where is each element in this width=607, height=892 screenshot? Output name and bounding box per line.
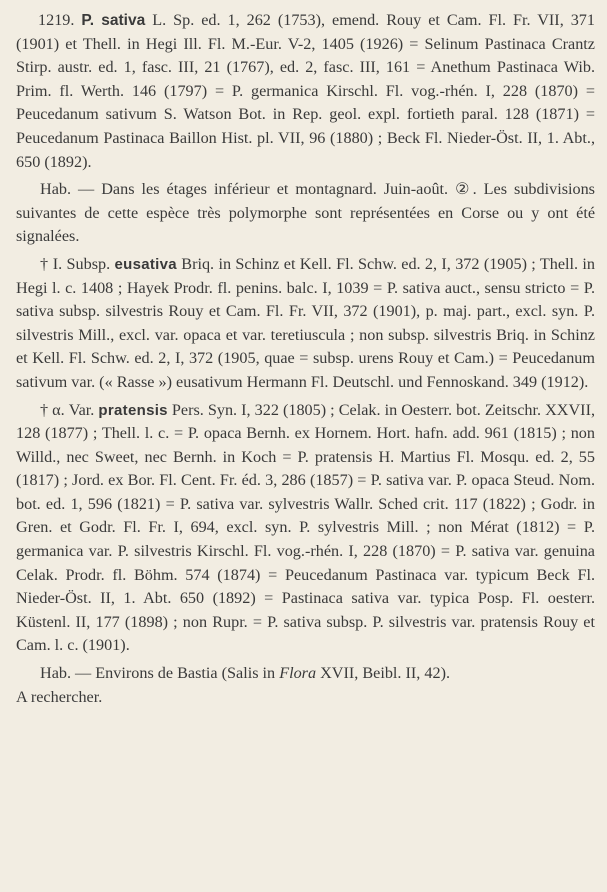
species-citations: L. Sp. ed. 1, 262 (1753), emend. Rouy et Cam. Fl. Fr. VII, 371 (1901) et Thell. in Hegi Ill. Fl. M.-Eur. V-2, 1405 (1926) = Selinum Pastinaca Crantz Stirp. austr. ed. 1, fasc. III, 21 (1767), ed. 2, fasc. III, 161 = Anethum Pastinaca Wib. Prim. fl. Werth. 146 (1797) = P. germanica Kirschl. Fl. vog.-rhén. I, 228 (1870) = Peucedanum sativum S. Watson Bot. in Rep. geol. expl. fortieth paral. 128 (1871) = Peucedanum Pastinaca Baillon Hist. pl. VII, 96 (1880) ; Beck Fl. Nieder-Öst. II, 1. Abt., 650 (1892). <box>16 11 595 171</box>
entry-number: 1219. <box>38 11 75 29</box>
variety-marker: † α. Var. <box>40 400 95 419</box>
subspecies-entry <box>16 253 595 395</box>
subspecies-marker: † I. Subsp. <box>40 254 111 273</box>
subspecies-name: eusativa <box>114 255 177 273</box>
search-note: A rechercher. <box>16 687 103 706</box>
species-name: P. sativa <box>81 12 146 29</box>
subspecies-citations: Briq. in Schinz et Kell. Fl. Schw. ed. 2, I, 372 (1905) ; Thell. in Hegi l. c. 1408 ; Hayek Prodr. fl. penins. balc. I, 1039 = P. sativa auct., sensu stricto = P. sativa subsp. silvestris Rouy et Cam. Fl. Fr. VII, 372 (1901), p. maj. part., excl. syn. P. silvestris Mill., excl. var. opaca et var. teretiuscula ; non subsp. silvestris Briq. in Schinz et Kell. Fl. Schw. ed. 2, I, 372 (1905, quae = subsp. urens Rouy et Cam.) = Peucedanum sativum var. (« Rasse ») eusativum Hermann Fl. Deutschl. und Fennoskand. 349 (1912). <box>16 254 595 391</box>
habitat-bastia-prefix: Hab. — Environs de Bastia (Salis in <box>40 664 280 683</box>
journal-name: Flora <box>279 664 317 683</box>
variety-entry <box>16 399 595 659</box>
variety-name: pratensis <box>98 401 168 419</box>
habitat-paragraph: Hab. — Dans les étages inférieur et montagnard. Juin-août. ②. Les subdivisions suivantes de cette espèce très polymorphe sont représentées en Corse ou y ont été signalées. <box>16 180 595 246</box>
habitat-bastia-suffix: XVII, Beibl. II, 42). <box>316 664 451 683</box>
variety-citations: Pers. Syn. I, 322 (1805) ; Celak. in Oesterr. bot. Zeitschr. XXVII, 128 (1877) ; Thell. l. c. = P. opaca Bernh. ex Hornem. Hort. hafn. add. 961 (1815) ; non Willd., nec Sweet, nec Bernh. in Koch = P. pratensis H. Martius Fl. Mosqu. ed. 2, 55 (1817) ; Jord. ex Bor. Fl. Cent. Fr. éd. 3, 286 (1857) = P. sativa var. P. opaca Steud. Nom. bot. ed. 1, 596 (1821) = P. sativa var. sylvestris Wallr. Sched crit. 117 (1822) ; Godr. in Gren. et Godr. Fl. Fr. I, 694, excl. syn. P. sylvestris Mill. ; non Mérat (1812) = P. germanica var. P. silvestris Kirschl. Fl. vog.-rhén. I, 228 (1870) = P. sativa var. genuina Celak. Prodr. fl. Böhm. 574 (1874) = Peucedanum Pastinaca var. typicum Beck Fl. Nieder-Öst. II, 1. Abt. 650 (1892) = Pastinaca sativa var. typica Posp. Fl. oesterr. Küstenl. II, 177 (1898) ; non Rupr. = P. sativa subsp. P. silvestris var. pratensis Rouy et Cam. l. c. (1901). <box>16 400 596 655</box>
species-entry <box>16 9 595 174</box>
habitat-bastia <box>16 662 595 686</box>
